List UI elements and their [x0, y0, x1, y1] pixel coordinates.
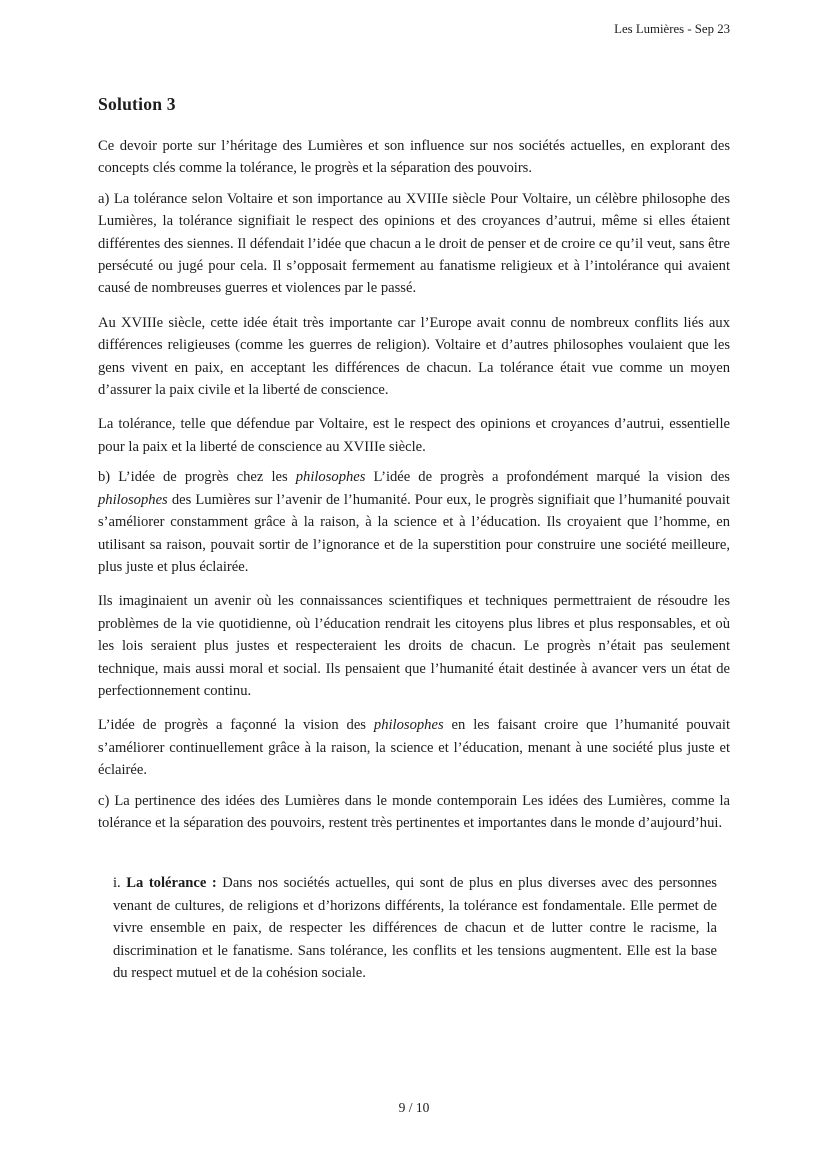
running-header-text: Les Lumières - Sep 23 — [614, 22, 730, 36]
paragraph-b3 — [98, 714, 730, 781]
paragraph-a3: La tolérance, telle que défendue par Voltaire, est le respect des opinions et croyances d’autrui, essentielle pour la paix et la liberté de conscience au XVIIIe siècle. — [98, 416, 730, 455]
paragraph-b1 — [98, 466, 730, 578]
italic-run: philosophes — [373, 717, 444, 734]
text-run: en les faisant croire que l’humanité pouvait s’améliorer continuellement grâce à la raison, la science et l’éducation, menant à une société plus juste et éclairée. — [98, 717, 730, 779]
page-footer — [0, 1100, 828, 1116]
item-label: La tolérance : — [126, 875, 217, 892]
page-number: 9 / 10 — [398, 1100, 430, 1115]
text-run: L’idée de progrès a façonné la vision des — [98, 717, 374, 734]
italic-run: philosophes — [295, 469, 366, 486]
list-item-tolerance — [113, 872, 717, 984]
document-content — [98, 94, 730, 984]
running-header — [614, 22, 730, 37]
paragraph-b2: Ils imaginaient un avenir où les connaissances scientifiques et techniques permettraient de résoudre les problèmes de la vie quotidienne, où l’éducation rendrait les citoyens plus libres et plus responsables, et où les lois seraient plus justes et respecteraient les droits de chacun. Le progrès n’était pas seulement technique, mais aussi moral et social. Ils pensaient que l’humanité était destinée à avancer vers un état de perfectionnement continu. — [98, 593, 730, 699]
paragraph-a1: a) La tolérance selon Voltaire et son importance au XVIIIe siècle Pour Voltaire, un célèbre philosophe des Lumières, la tolérance signifiait le respect des opinions et des croyances d’autrui, même si elles étaient différentes des siennes. Il défendait l’idée que chacun a le droit de penser et de croire ce qu’il veut, sans être persécuté ou jugé pour cela. Il s’opposait fermement au fanatisme religieux et à l’intolérance qui avaient causé de nombreuses guerres et violences par le passé. — [98, 190, 730, 297]
italic-run: philosophes — [98, 491, 168, 508]
item-marker: i. — [113, 875, 127, 892]
text-run: Dans nos sociétés actuelles, qui sont de plus en plus diverses avec des personnes venant de cultures, de religions et d’horizons différents, la tolérance est fondamentale. Elle permet de vivre ensemble en paix, de respecter les différences de chacun et de lutter contre le racisme, la discrimination et le fanatisme. Sans tolérance, les conflits et les tensions augmentent. Elle est la base du respect mutuel et de la cohésion sociale. — [113, 875, 717, 981]
text-run: des Lumières sur l’avenir de l’humanité. Pour eux, le progrès signifiait que l’humanité pouvait s’améliorer constamment grâce à la raison, à la science et à l’éducation. Ils croyaient que l’homme, en utilisant sa raison, pouvait sortir de l’ignorance et de la superstition pour construire une société meilleure, plus juste et plus éclairée. — [98, 491, 730, 575]
text-run: L’idée de progrès a profondément marqué la vision des — [365, 469, 730, 486]
paragraph-intro: Ce devoir porte sur l’héritage des Lumières et son influence sur nos sociétés actuelles, en explorant des concepts clés comme la tolérance, le progrès et la séparation des pouvoirs. — [98, 138, 730, 177]
paragraph-a2: Au XVIIIe siècle, cette idée était très importante car l’Europe avait connu de nombreux conflits liés aux différences religieuses (comme les guerres de religion). Voltaire et d’autres philosophes voulaient que les gens vivent en paix, en acceptant les différences de chacun. La tolérance était vue comme un moyen d’assurer la paix civile et la liberté de conscience. — [98, 314, 730, 399]
text-run: b) L’idée de progrès chez les — [98, 469, 296, 486]
paragraph-c1: c) La pertinence des idées des Lumières dans le monde contemporain Les idées des Lumières, comme la tolérance et la séparation des pouvoirs, restent très pertinentes et importantes dans le monde d’aujourd’hui. — [98, 792, 730, 831]
solution-title: Solution 3 — [98, 94, 176, 114]
